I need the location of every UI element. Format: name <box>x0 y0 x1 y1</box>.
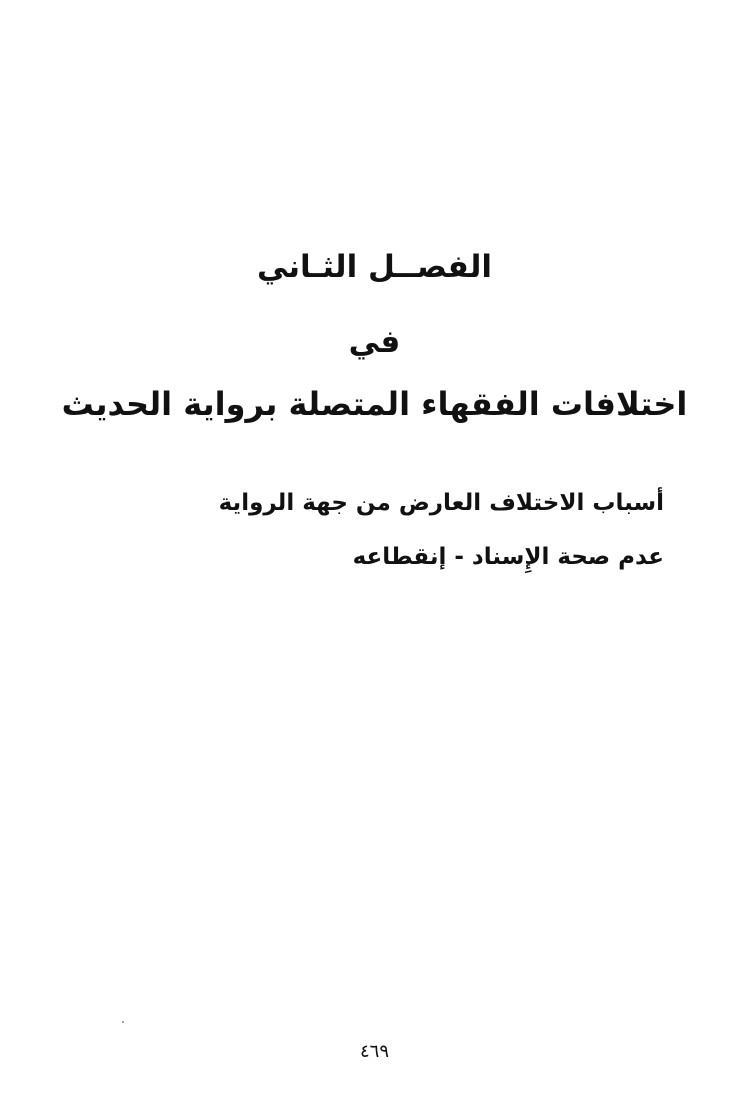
chapter-main-title: اختلافات الفقهاء المتصلة برواية الحديث <box>61 385 688 423</box>
scan-speck <box>122 1021 124 1023</box>
section-subtitle: أسباب الاختلاف العارض من جهة الرواية <box>218 490 664 516</box>
chapter-title: الفصــل الثـاني <box>257 249 492 285</box>
chapter-connector: في <box>348 324 401 360</box>
section-subtitle: عدم صحة الإِسناد - إنقطاعه <box>352 544 664 570</box>
page-number: ٤٦٩ <box>359 1041 389 1062</box>
